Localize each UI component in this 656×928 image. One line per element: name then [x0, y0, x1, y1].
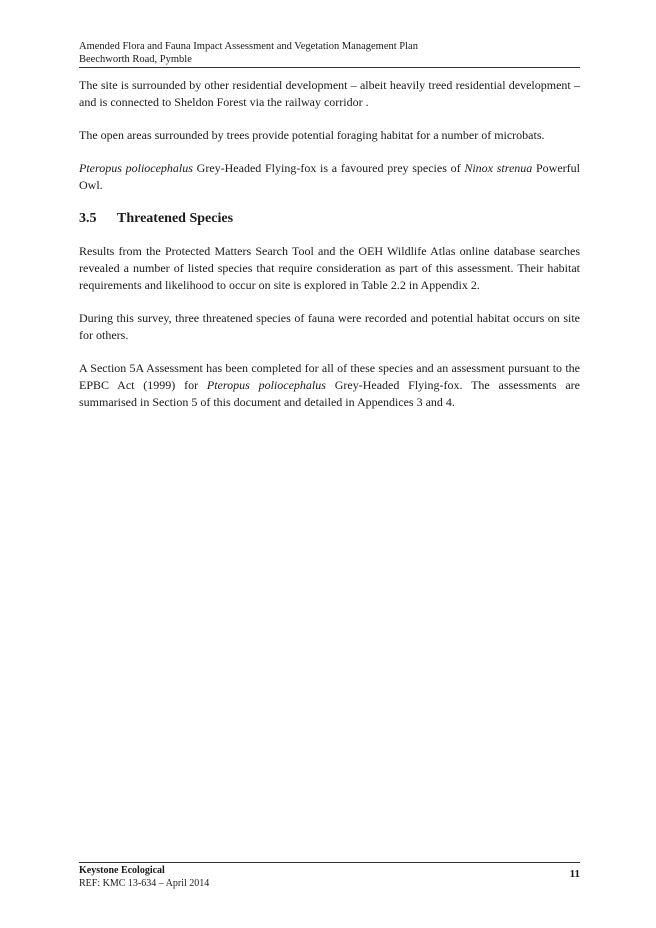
header-title: Amended Flora and Fauna Impact Assessment and Vegetation Management Plan	[79, 41, 418, 52]
page-number: 11	[569, 868, 580, 880]
section-title: Threatened Species	[117, 211, 234, 226]
page-header	[79, 40, 579, 66]
section-number: 3.5	[79, 211, 97, 226]
paragraph-prey-species	[79, 160, 580, 194]
header-location: Beechworth Road, Pymble	[79, 54, 192, 65]
footer-company: Keystone Ecological	[79, 865, 165, 876]
paragraph-assessment	[79, 360, 580, 411]
species-name: Pteropus poliocephalus	[79, 161, 193, 175]
section-heading	[79, 210, 580, 228]
page-body	[79, 77, 580, 427]
species-name: Ninox strenua	[464, 161, 533, 175]
paragraph-text: Grey-Headed Flying-fox is a favoured prey species of	[192, 161, 465, 175]
paragraph-search-results: Results from the Protected Matters Search Tool and the OEH Wildlife Atlas online database searches revealed a number of listed species that require consideration as part of this assessment. Their habitat requirements and likelihood to occur on site is explored in Table 2.2 in Appendix 2.	[79, 244, 580, 292]
paragraph-site-surroundings: The site is surrounded by other residential development – albeit heavily treed residential development – and is connected to Sheldon Forest via the railway corridor .	[79, 78, 580, 109]
paragraph-foraging-habitat: The open areas surrounded by trees provide potential foraging habitat for a number of microbats.	[79, 128, 545, 142]
paragraph-text: Powerful Owl.	[79, 161, 580, 192]
species-name: Pteropus poliocephalus	[206, 378, 326, 392]
page-footer	[79, 864, 580, 890]
footer-divider	[79, 862, 580, 863]
paragraph-text: Grey-Headed Flying-fox. The assessments are summarised in Section 5 of this document and detailed in Appendices 3 and 4.	[79, 378, 580, 409]
footer-reference: REF: KMC 13-634 – April 2014	[79, 878, 210, 889]
paragraph-survey-findings: During this survey, three threatened species of fauna were recorded and potential habitat occurs on site for others.	[79, 311, 580, 342]
paragraph-text: A Section 5A Assessment has been completed for all of these species and an assessment pursuant to the EPBC Act (1999) for	[79, 361, 580, 392]
header-divider	[79, 67, 580, 68]
